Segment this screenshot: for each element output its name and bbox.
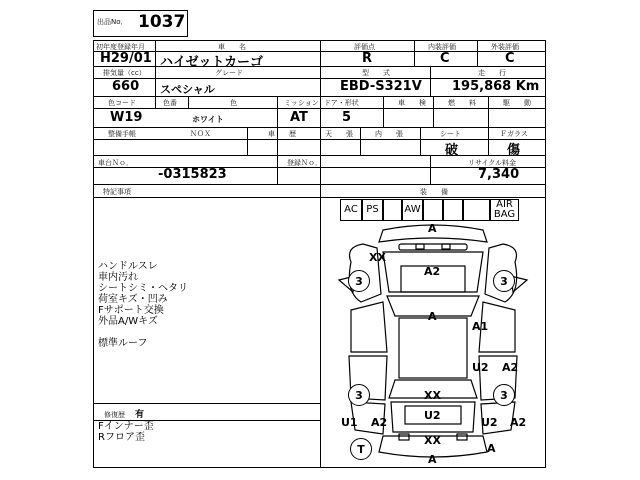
chassis-value: -0315823 [158,167,227,182]
chassis-label: 車台Ｎｏ． [98,159,133,167]
seat-label: シート [440,130,461,138]
lot-number: 1037 [138,12,186,32]
mileage-label: 走 行 [478,69,506,77]
color-value: ホワイト [192,115,224,124]
equipment-label: AC [344,204,358,215]
damage-right-rear-a: A2 [510,416,527,429]
left-front-door-shape [351,302,387,352]
equipment-label: AW [404,204,421,215]
damage-right-mid-u: U2 [472,361,489,374]
fuel-label: 燃 料 [448,99,476,107]
damage-left-front-fender: 3 [348,270,370,292]
remark-line: 荷室キズ・凹み [98,294,168,305]
f-glass-value: 傷 [507,143,521,158]
score-value: R [362,51,373,66]
remark-line: 標準ルーフ [98,338,148,349]
interior-score-value: C [440,51,450,66]
damage-rear-panel: XX [424,389,441,402]
repair-line: Rフロア歪 [98,432,145,443]
remarks-label: 特記事項 [103,188,131,196]
drive-label: 駆 動 [503,99,531,107]
remark-line: 外品A/Wキズ [98,316,158,327]
remark-line: シートシミ・ヘタリ [98,283,188,294]
damage-left-rear-door: 3 [348,384,370,406]
transmission-label: ミッション [284,99,319,107]
equipment-label: AIR BAG [493,199,516,220]
repair-history-value: 有 [135,410,145,420]
reg-year-label: 初年度登録年月 [96,43,145,51]
ceiling-label: 天 張 [325,130,353,138]
damage-left-rear-u: U1 [341,416,358,429]
damage-right-rear-u: U2 [481,416,498,429]
car-name-value: ハイゼットカーゴ [160,55,263,70]
mileage-value: 195,868 Km [452,79,540,94]
damage-front-bumper: A [428,222,437,235]
nox-label: ＮＯＸ [190,130,211,138]
equipment-label: 装 備 [420,188,448,196]
color-no-label: 色番 [163,99,177,107]
displacement-label: 排気量（cc） [103,69,146,77]
lot-label: 出品No． [97,18,128,26]
vehicle-check-label: 車 検 [398,99,426,107]
damage-front-left: XX [369,251,386,264]
model-label: 型 式 [362,69,390,77]
damage-right-front-door: A1 [472,320,489,333]
damage-right-mid-a: A2 [502,361,519,374]
exterior-score-label: 外装評価 [491,43,519,51]
damage-right-rear-quarter: A [487,442,496,455]
damage-rear-glass: XX [424,434,441,447]
reg-no-label: 登録Ｎｏ． [287,159,322,167]
damage-hood: A2 [424,265,441,278]
color-label: 色 [230,99,237,107]
equipment-slot [463,199,490,221]
model-value: EBD-S321V [340,79,422,94]
grade-value: スペシャル [160,83,215,96]
equipment-slot [443,199,463,221]
grade-label: グレード [215,69,243,77]
recycle-label: リサイクル料金 [468,159,517,167]
damage-roof: A [428,310,437,323]
seat-value: 破 [445,143,459,158]
doors-label: ドア・形状 [324,99,359,107]
equipment-slot [423,199,443,221]
car-name-label: 車 名 [218,43,246,51]
exterior-score-value: C [505,51,515,66]
doors-value: 5 [342,110,352,125]
damage-left-rear-a: A2 [371,416,388,429]
f-glass-label: Ｆガラス [500,130,528,138]
reg-year-value: H29/01 [100,51,152,66]
maintenance-label: 整備手帳 [108,130,136,138]
history-label: 車 歴 [268,130,296,138]
equipment-label: PS [366,204,379,215]
color-code-value: W19 [110,110,143,125]
damage-rear-door: U2 [424,409,441,422]
equipment-slot [383,199,402,221]
interior-score-label: 内装評価 [428,43,456,51]
displacement-value: 660 [112,79,140,94]
damage-right-front-fender: 3 [493,270,515,292]
roof-shape [399,318,467,378]
damage-right-rear-door: 3 [493,384,515,406]
repair-history-label: 修復歴 [104,411,125,419]
remark-line: ハンドルスレ [98,261,158,272]
score-label: 評価点 [354,43,375,51]
remark-line: 車内汚れ [98,272,138,283]
recycle-value: 7,340 [478,167,520,182]
damage-rear-bumper: A [428,453,437,466]
color-code-label: 色コード [108,99,136,107]
car-diagram [321,222,545,467]
repair-line: Fインナー歪 [98,421,154,432]
damage-tire: T [350,438,372,460]
remark-line: Fサポート交換 [98,305,164,316]
transmission-value: AT [290,110,308,125]
interior-trim-label: 内 張 [375,130,403,138]
